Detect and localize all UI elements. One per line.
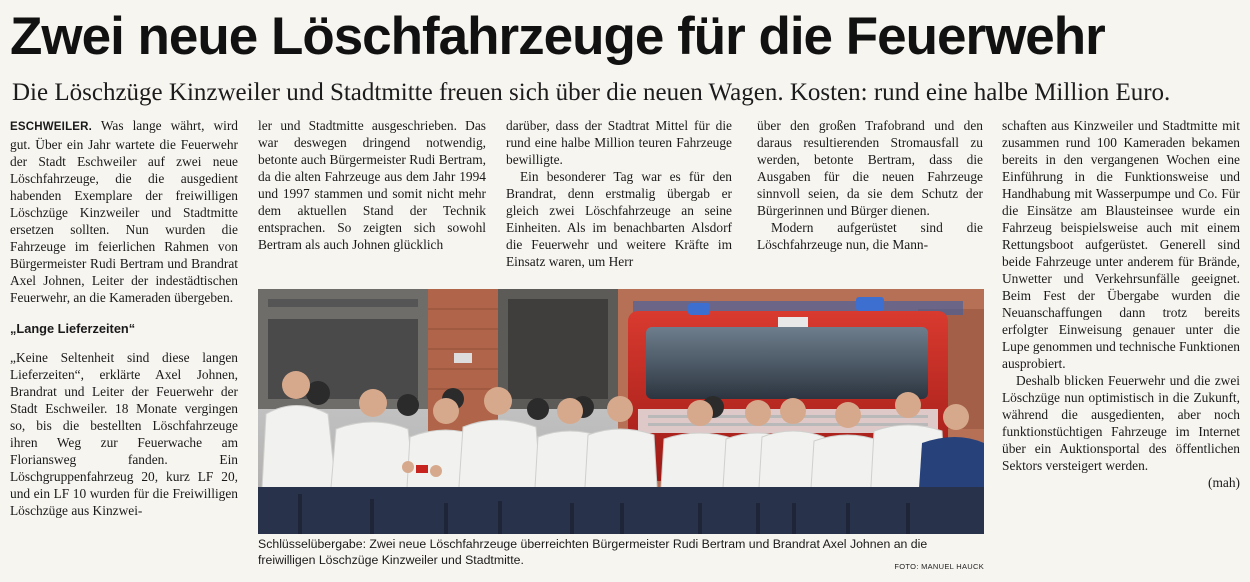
- column-5: [1002, 117, 1240, 577]
- column-1: [10, 117, 238, 577]
- column-4: [757, 117, 983, 279]
- column-3: [506, 117, 732, 279]
- paragraph: Ein besonderer Tag war es für den Brandrat, denn erstmalig übergab er gleich zwei Löschfahrzeuge an seine Einheiten. Als im benachbarten Alsdorf die Feuerwehr und weitere Kräfte im Einsatz waren, um Herr: [506, 169, 732, 269]
- headline: Zwei neue Löschfahrzeuge für die Feuerwehr: [10, 7, 1105, 66]
- group-photo: [258, 289, 984, 534]
- paragraph: schaften aus Kinzweiler und Stadtmitte mit zusammen rund 100 Kameraden bekamen bereits in den vergangenen Wochen eine Einführung in die Funktionsweise und Handhabung mit Wasserpumpe und Co. Für die Einsätze am Blausteinsee wurde ein Fahrzeug beispielsweise auch mit einem Rettungsboot aufgerüstet. Generell sind beide Fahrzeuge unter anderem für Brände, Unwetter und Verkehrsunfälle geeignet. Beim Fest der Übergabe wurden die Neuanschaffungen dann trotz bereits erfolgter Einweisung genauer unter die Lupe genommen und technische Funktionen ausprobiert.: [1002, 118, 1241, 371]
- section-subhead: „Lange Lieferzeiten“: [10, 321, 136, 336]
- author-signature: (mah): [1208, 475, 1240, 490]
- dateline: ESCHWEILER.: [10, 121, 93, 133]
- subheadline: Die Löschzüge Kinzweiler und Stadtmitte freuen sich über die neuen Wagen. Kosten: rund eine halbe Million Euro.: [12, 79, 1171, 106]
- paragraph: darüber, dass der Stadtrat Mittel für die rund eine halbe Million teuren Fahrzeuge bewilligte.: [506, 118, 732, 167]
- group-photo-fire-truck-icon: [258, 289, 984, 534]
- paragraph-closing: [1002, 372, 1240, 491]
- column-2: [258, 117, 486, 279]
- paragraph: Modern aufgerüstet sind die Löschfahrzeuge nun, die Mann-: [757, 220, 983, 252]
- paragraph-intro-text: Was lange währt, wird gut. Über ein Jahr wartete die Feuerwehr der Stadt Eschweiler auf zwei neue Löschfahrzeuge, die die ausgedient habenden Exemplare der freiwilligen Löschzüge Kinzweiler und Stadtmitte ersetzen sollten. Nun wurden die Fahrzeuge im feierlichen Rahmen von Bürgermeister Rudi Bertram und Brandrat Axel Johnen, Leiter der indestädtischen Feuerwehr, an die Kameraden übergeben.: [10, 118, 238, 305]
- paragraph-closing-text: Deshalb blicken Feuerwehr und die zwei Löschzüge nun optimistisch in die Zukunft, während die ausgedienten, aber noch funktionstüchtigen Fahrzeuge im Internet über ein Auktionsportal des öffentlichen Sektors versteigert werden.: [1002, 373, 1240, 473]
- paragraph: über den großen Trafobrand und den daraus resultierenden Stromausfall zu werden, betonte Bertram, dass die Ausgaben für die neuen Fahrzeuge sinnvoll seien, da sie dem Schutz der Bürgerinnen und Bürger dienen.: [757, 118, 983, 218]
- paragraph: ler und Stadtmitte ausgeschrieben. Das war deswegen dringend notwendig, betonte auch Bürgermeister Rudi Bertram, da die alten Fahrzeuge aus dem Jahr 1994 und 1997 stammen und somit nicht mehr dem aktuellen Stand der Technik entsprachen. So zeigten sich sowohl Bertram als auch Johnen glücklich: [258, 118, 486, 252]
- photo-caption: Schlüsselübergabe: Zwei neue Löschfahrzeuge überreichten Bürgermeister Rudi Bertram und Brandrat Axel Johnen an die freiwilligen Löschzüge Kinzweiler und Stadtmitte.: [258, 537, 928, 567]
- photo-credit: FOTO: MANUEL HAUCK: [894, 562, 984, 571]
- paragraph-intro: [10, 117, 238, 306]
- paragraph-lieferzeiten: „Keine Seltenheit sind diese langen Lieferzeiten“, erklärte Axel Johnen, Brandrat und Leiter der Feuerwehr der Stadt Eschweiler. 18 Monate vergingen so, bis die bestellten Löschfahrzeuge ihren Weg zur Feuerwache am Floriansweg fanden. Ein Löschgruppenfahrzeug 20, kurz LF 20, und ein LF 10 wurden für die Freiwilligen Löschzüge aus Kinzwei-: [10, 350, 238, 518]
